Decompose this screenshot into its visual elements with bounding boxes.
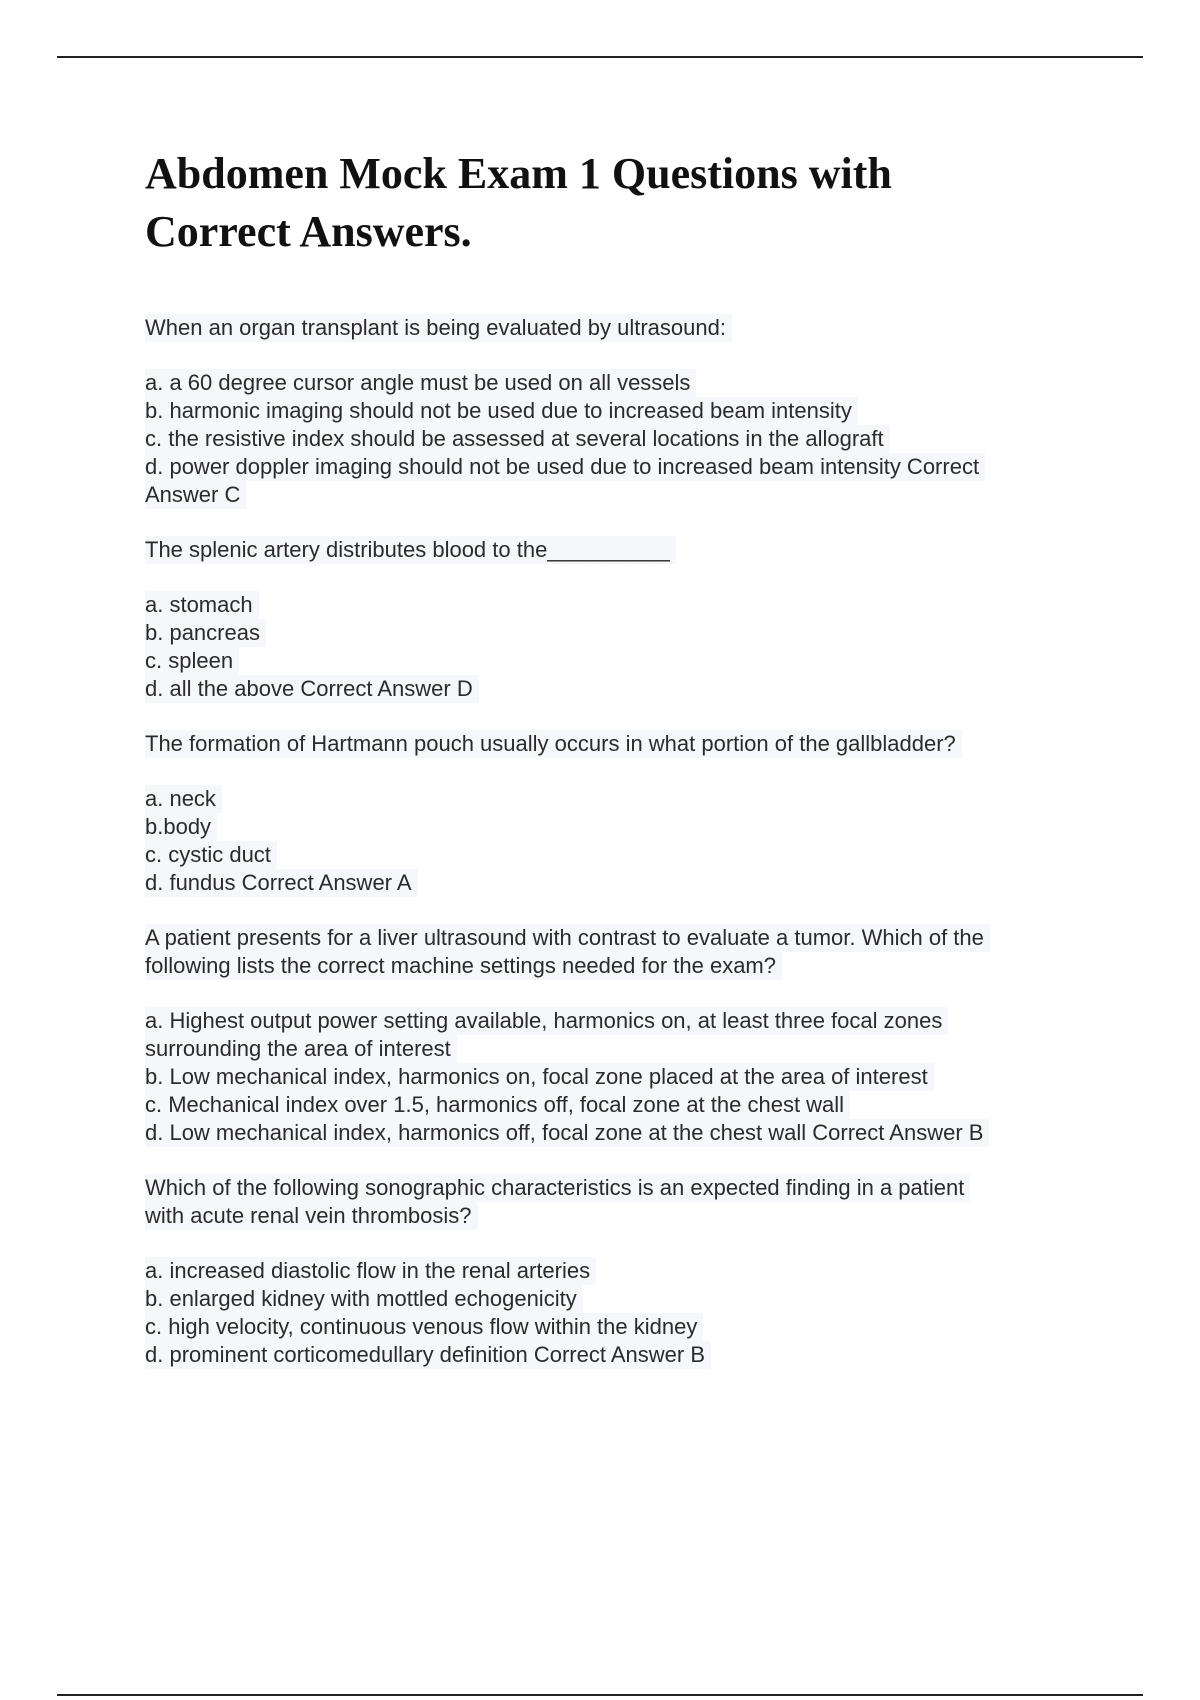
question-item — [145, 924, 1085, 1147]
answer-option: a. stomach — [145, 591, 259, 619]
bottom-rule — [57, 1694, 1143, 1696]
answer-option: c. spleen — [145, 647, 239, 675]
document-body — [145, 145, 1085, 1396]
answer-option: a. a 60 degree cursor angle must be used on all vessels — [145, 369, 696, 397]
answer-options — [145, 591, 1085, 703]
question-text-line: The formation of Hartmann pouch usually occurs in what portion of the gallbladder? — [145, 730, 962, 758]
question-prompt — [145, 536, 1085, 564]
answer-options — [145, 1257, 1085, 1369]
question-item — [145, 1174, 1085, 1369]
question-prompt — [145, 1174, 1085, 1230]
answer-option: d. Low mechanical index, harmonics off, focal zone at the chest wall Correct Answer B — [145, 1119, 989, 1147]
answer-option: b.body — [145, 813, 217, 841]
top-rule — [57, 56, 1143, 58]
answer-option: Answer C — [145, 481, 246, 509]
answer-option: d. all the above Correct Answer D — [145, 675, 479, 703]
question-text-line: The splenic artery distributes blood to the__________ — [145, 536, 676, 564]
answer-option: d. power doppler imaging should not be used due to increased beam intensity Correct — [145, 453, 985, 481]
answer-options — [145, 369, 1085, 509]
answer-option: c. Mechanical index over 1.5, harmonics off, focal zone at the chest wall — [145, 1091, 850, 1119]
answer-option: d. fundus Correct Answer A — [145, 869, 418, 897]
answer-option: a. increased diastolic flow in the renal arteries — [145, 1257, 596, 1285]
question-text-line: When an organ transplant is being evaluated by ultrasound: — [145, 314, 732, 342]
question-text-line: following lists the correct machine settings needed for the exam? — [145, 952, 782, 980]
answer-option: surrounding the area of interest — [145, 1035, 457, 1063]
question-item — [145, 730, 1085, 897]
question-item — [145, 314, 1085, 509]
answer-option: b. Low mechanical index, harmonics on, focal zone placed at the area of interest — [145, 1063, 934, 1091]
answer-option: d. prominent corticomedullary definition Correct Answer B — [145, 1341, 711, 1369]
question-text-line: with acute renal vein thrombosis? — [145, 1202, 478, 1230]
question-item — [145, 536, 1085, 703]
answer-options — [145, 1007, 1085, 1147]
answer-option: a. neck — [145, 785, 222, 813]
answer-option: b. harmonic imaging should not be used due to increased beam intensity — [145, 397, 858, 425]
answer-options — [145, 785, 1085, 897]
answer-option: c. high velocity, continuous venous flow within the kidney — [145, 1313, 703, 1341]
answer-option: c. cystic duct — [145, 841, 277, 869]
answer-option: a. Highest output power setting available, harmonics on, at least three focal zones — [145, 1007, 948, 1035]
answer-option: b. pancreas — [145, 619, 266, 647]
answer-option: c. the resistive index should be assessed at several locations in the allograft — [145, 425, 890, 453]
question-text-line: A patient presents for a liver ultrasound with contrast to evaluate a tumor. Which of the — [145, 924, 990, 952]
question-prompt — [145, 314, 1085, 342]
answer-option: b. enlarged kidney with mottled echogenicity — [145, 1285, 583, 1313]
question-text-line: Which of the following sonographic characteristics is an expected finding in a patient — [145, 1174, 970, 1202]
question-prompt — [145, 730, 1085, 758]
document-title: Abdomen Mock Exam 1 Questions with Correct Answers. — [145, 149, 892, 256]
question-prompt — [145, 924, 1085, 980]
